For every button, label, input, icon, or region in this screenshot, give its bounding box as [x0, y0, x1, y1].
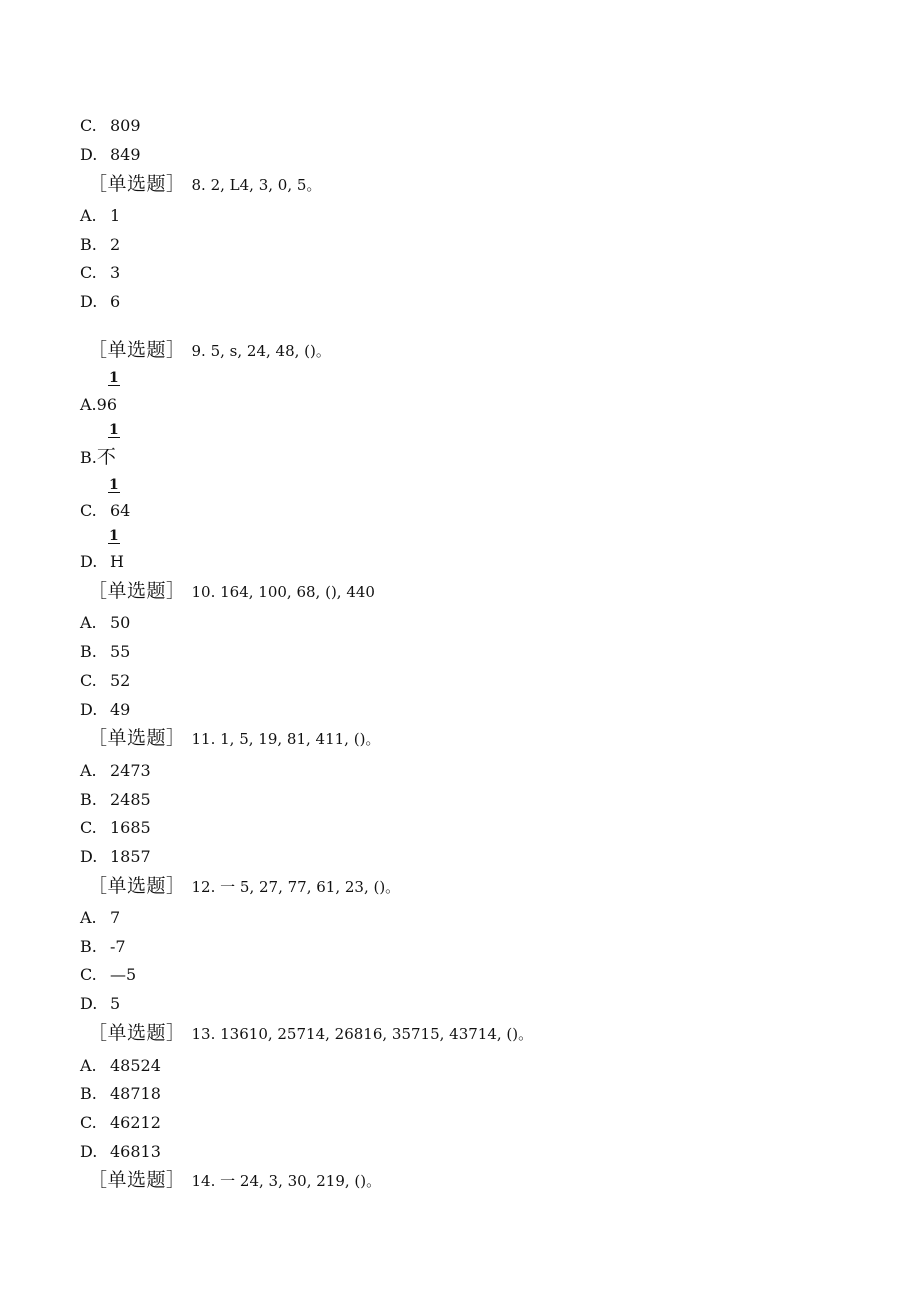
question-10	[88, 581, 375, 602]
option-value: 6	[110, 292, 121, 311]
option-letter: C.	[80, 1113, 97, 1132]
fraction-numerator: 1	[109, 477, 119, 493]
question-type-tag: ［单选题］	[88, 580, 186, 602]
option-b	[80, 447, 116, 468]
option-letter: D.	[80, 847, 98, 866]
question-type-tag: ［单选题］	[88, 875, 186, 897]
option-letter: D.	[80, 145, 98, 164]
question-text: 9. 5, s, 24, 48, ()。	[191, 342, 331, 360]
fraction-numerator: 1	[109, 528, 119, 544]
option-letter: A.	[80, 908, 97, 927]
fraction-numerator: 1	[109, 370, 119, 386]
option-value: 7	[110, 908, 121, 927]
option-d	[80, 145, 141, 165]
option-letter: C.	[80, 116, 97, 135]
option-b	[80, 937, 126, 957]
question-12	[88, 876, 400, 897]
option-letter: B.	[80, 1084, 97, 1103]
option-b	[80, 1084, 161, 1104]
option-value: 2	[110, 235, 121, 254]
option-c	[80, 818, 151, 838]
option-d	[80, 994, 120, 1014]
option-c	[80, 116, 141, 136]
question-11	[88, 728, 380, 749]
option-a	[80, 1056, 161, 1076]
option-value: 2473	[110, 761, 151, 780]
fraction-numerator: 1	[109, 422, 119, 438]
option-b	[80, 235, 120, 255]
option-a	[80, 395, 117, 415]
question-13	[88, 1023, 533, 1044]
option-d	[80, 700, 130, 720]
option-a	[80, 613, 130, 633]
option-c	[80, 1113, 161, 1133]
option-d	[80, 1142, 161, 1162]
question-type-tag: ［单选题］	[88, 1169, 186, 1191]
option-value: 不	[96, 446, 116, 468]
option-value: 46212	[110, 1113, 161, 1132]
option-a	[80, 206, 120, 226]
option-value: 48718	[110, 1084, 161, 1103]
option-letter: D.	[80, 292, 98, 311]
option-value: 64	[110, 501, 131, 520]
option-value: 55	[110, 642, 131, 661]
question-text: 14. 一 24, 3, 30, 219, ()。	[191, 1172, 382, 1190]
option-value: 46813	[110, 1142, 161, 1161]
option-value: 1857	[110, 847, 151, 866]
option-d	[80, 552, 124, 572]
option-letter: B.	[80, 790, 97, 809]
question-8	[88, 174, 321, 195]
option-value: 48524	[110, 1056, 161, 1075]
option-a	[80, 908, 120, 928]
option-a	[80, 761, 151, 781]
option-letter: A.	[80, 613, 97, 632]
question-type-tag: ［单选题］	[88, 339, 186, 361]
option-value: 2485	[110, 790, 151, 809]
option-value: 849	[110, 145, 141, 164]
option-value: 5	[110, 994, 121, 1013]
question-9	[88, 340, 331, 361]
option-value: 50	[110, 613, 131, 632]
option-value: 52	[110, 671, 131, 690]
option-value: 3	[110, 263, 121, 282]
option-letter: A.	[80, 761, 97, 780]
question-text: 8. 2, L4, 3, 0, 5。	[191, 176, 322, 194]
option-value: 1	[110, 206, 121, 225]
question-text: 10. 164, 100, 68, (), 440	[191, 583, 375, 601]
option-value: H	[110, 552, 124, 571]
option-letter: D.	[80, 552, 98, 571]
option-b	[80, 790, 151, 810]
option-letter: B.	[80, 937, 97, 956]
option-value: 1685	[110, 818, 151, 837]
question-text: 11. 1, 5, 19, 81, 411, ()。	[191, 730, 381, 748]
option-letter: C.	[80, 671, 97, 690]
question-type-tag: ［单选题］	[88, 173, 186, 195]
option-value: —5	[110, 965, 137, 984]
option-letter: B.	[80, 235, 97, 254]
option-letter: A.	[80, 1056, 97, 1075]
option-letter: A.	[80, 395, 97, 414]
option-letter: B.	[80, 448, 97, 467]
option-c	[80, 671, 130, 691]
option-letter: D.	[80, 700, 98, 719]
question-14	[88, 1170, 381, 1191]
option-letter: B.	[80, 642, 97, 661]
option-value: 809	[110, 116, 141, 135]
option-letter: A.	[80, 206, 97, 225]
option-letter: C.	[80, 965, 97, 984]
option-value: 96	[96, 395, 117, 414]
option-c	[80, 501, 130, 521]
question-text: 13. 13610, 25714, 26816, 35715, 43714, ()。	[191, 1025, 534, 1043]
option-value: -7	[110, 937, 126, 956]
question-text: 12. 一 5, 27, 77, 61, 23, ()。	[191, 878, 401, 896]
option-letter: C.	[80, 263, 97, 282]
option-b	[80, 642, 130, 662]
option-letter: C.	[80, 818, 97, 837]
question-type-tag: ［单选题］	[88, 727, 186, 749]
option-d	[80, 847, 151, 867]
option-c	[80, 965, 136, 985]
option-letter: D.	[80, 1142, 98, 1161]
option-d	[80, 292, 120, 312]
option-letter: C.	[80, 501, 97, 520]
option-c	[80, 263, 120, 283]
question-type-tag: ［单选题］	[88, 1022, 186, 1044]
option-letter: D.	[80, 994, 98, 1013]
option-value: 49	[110, 700, 131, 719]
